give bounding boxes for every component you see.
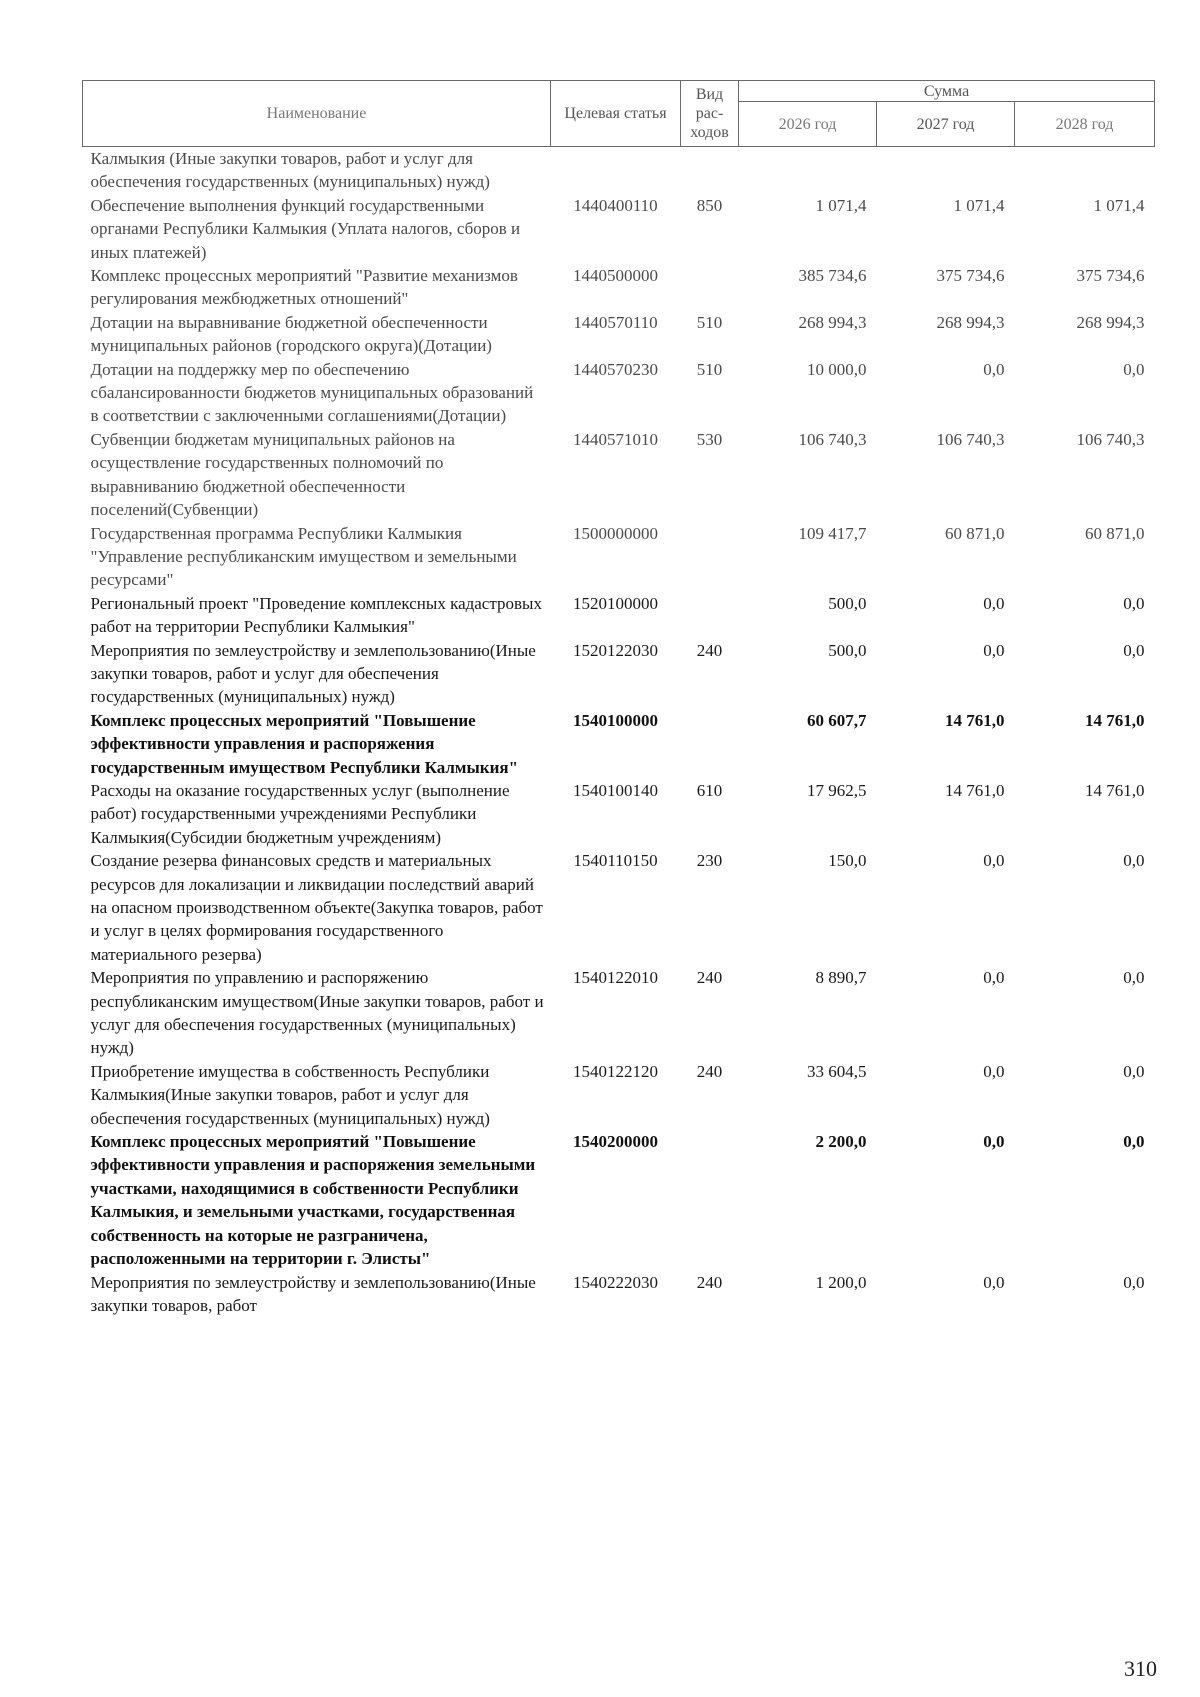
row-sum-2027: 0,0 <box>983 968 1005 988</box>
row-sum-2028: 0,0 <box>1123 851 1145 871</box>
table-row <box>83 849 1155 966</box>
table-row <box>83 1271 1155 1318</box>
row-expense-type <box>681 709 739 779</box>
header-sum: Сумма <box>739 81 1155 102</box>
table-row <box>83 1060 1155 1130</box>
table-row <box>83 639 1155 709</box>
row-sum-2028: 375 734,6 <box>1076 266 1145 286</box>
row-sum-2027: 0,0 <box>983 593 1005 613</box>
row-sum-2027: 0,0 <box>983 1272 1005 1292</box>
row-code <box>551 147 681 194</box>
table-row <box>83 966 1155 1060</box>
row-name: Дотации на выравнивание бюджетной обеспеченности муниципальных районов (городского округа)(Дотации) <box>90 312 492 356</box>
table-row <box>83 522 1155 592</box>
row-code: 1540122120 <box>573 1061 658 1081</box>
row-name: Комплекс процессных мероприятий "Развитие механизмов регулирования межбюджетных отношений" <box>90 266 518 309</box>
row-sum-2026: 60 607,7 <box>807 710 867 730</box>
row-name: Калмыкия (Иные закупки товаров, работ и услуг для обеспечения государственных (муниципальных) нужд) <box>90 149 490 192</box>
row-name: Государственная программа Республики Калмыкия "Управление республиканским имуществом и земельными ресурсами" <box>90 523 517 590</box>
row-code: 1540222030 <box>573 1272 658 1292</box>
row-expense-type <box>681 147 739 194</box>
row-sum-2027: 14 761,0 <box>945 710 1005 730</box>
row-code: 1440400110 <box>573 195 658 215</box>
table-row <box>83 264 1155 311</box>
row-sum-2028: 0,0 <box>1123 640 1145 660</box>
row-expense-type: 240 <box>696 968 723 988</box>
row-sum-2028: 0,0 <box>1123 1061 1145 1081</box>
row-sum-2026: 10 000,0 <box>807 359 867 379</box>
row-name: Комплекс процессных мероприятий "Повышение эффективности управления и распоряжения земельными участками, находящимися в собственности Республики Калмыкия, и земельными участками, государственная собственность на которые не разграничена, расположенными на территории г. Элисты" <box>90 1132 536 1269</box>
table-body <box>83 147 1155 1318</box>
row-sum-2027: 268 994,3 <box>936 312 1005 332</box>
row-sum-2028: 0,0 <box>1123 1272 1145 1292</box>
row-sum-2028: 106 740,3 <box>1076 429 1145 449</box>
row-code: 1540122010 <box>573 968 658 988</box>
row-name: Обеспечение выполнения функций государственными органами Республики Калмыкия (Уплата налогов, сборов и иных платежей) <box>90 195 521 262</box>
row-sum-2026: 150,0 <box>828 851 867 871</box>
row-name: Региональный проект "Проведение комплексных кадастровых работ на территории Республики Калмыкия" <box>90 593 542 637</box>
row-sum-2026: 500,0 <box>828 593 867 613</box>
row-expense-type: 240 <box>696 640 723 660</box>
row-sum-2026: 1 071,4 <box>815 195 867 215</box>
row-expense-type <box>681 264 739 311</box>
row-sum-2028 <box>1015 147 1155 194</box>
row-sum-2027: 0,0 <box>983 1061 1005 1081</box>
row-name: Субвенции бюджетам муниципальных районов на осуществление государственных полномочий по выравниванию бюджетной обеспеченности поселений(Субвенции) <box>90 429 455 520</box>
row-code: 1520100000 <box>573 593 658 613</box>
row-sum-2027: 106 740,3 <box>936 429 1005 449</box>
row-sum-2027: 0,0 <box>983 851 1005 871</box>
table-row <box>83 709 1155 779</box>
row-sum-2026: 385 734,6 <box>798 266 867 286</box>
row-name: Расходы на оказание государственных услуг (выполнение работ) государственными учреждениями Республики Калмыкия(Субсидии бюджетным учреждениям) <box>90 780 510 847</box>
page-number: 310 <box>1124 1656 1157 1681</box>
row-sum-2027: 0,0 <box>983 640 1005 660</box>
row-name: Создание резерва финансовых средств и материальных ресурсов для локализации и ликвидации последствий аварий на опасном производственном объекте(Закупка товаров, работ и услуг в целях формирования государственного материального резерва) <box>90 851 543 964</box>
row-sum-2026: 1 200,0 <box>815 1272 867 1292</box>
row-name: Комплекс процессных мероприятий "Повышение эффективности управления и распоряжения государственным имуществом Республики Калмыкия" <box>90 710 519 777</box>
table-header <box>83 81 1155 147</box>
row-sum-2028: 14 761,0 <box>1085 710 1145 730</box>
row-expense-type: 240 <box>696 1272 723 1292</box>
row-sum-2028: 0,0 <box>1123 968 1145 988</box>
header-type: Вид рас-ходов <box>681 81 739 147</box>
header-year-2: 2027 год <box>877 102 1015 147</box>
row-name: Приобретение имущества в собственность Республики Калмыкия(Иные закупки товаров, работ и услуг для обеспечения государственных (муниципальных) нужд) <box>90 1061 490 1128</box>
row-sum-2027 <box>877 147 1015 194</box>
row-name: Мероприятия по управлению и распоряжению республиканским имуществом(Иные закупки товаров, работ и услуг для обеспечения государственных (муниципальных) нужд) <box>90 968 544 1058</box>
row-expense-type: 850 <box>696 195 723 215</box>
row-expense-type: 530 <box>696 429 723 449</box>
row-expense-type: 240 <box>696 1061 723 1081</box>
row-expense-type: 230 <box>696 851 723 871</box>
row-expense-type: 510 <box>696 359 723 379</box>
row-sum-2026: 109 417,7 <box>798 523 867 543</box>
row-sum-2026 <box>739 147 877 194</box>
row-name: Мероприятия по землеустройству и землепользованию(Иные закупки товаров, работ <box>90 1272 536 1315</box>
row-sum-2028: 0,0 <box>1123 359 1145 379</box>
header-code: Целевая статья <box>551 81 681 147</box>
row-expense-type <box>681 522 739 592</box>
row-sum-2028: 268 994,3 <box>1076 312 1145 332</box>
row-expense-type: 610 <box>696 780 723 800</box>
row-expense-type <box>681 592 739 639</box>
row-code: 1540100140 <box>573 780 658 800</box>
row-code: 1440570230 <box>573 359 658 379</box>
row-code: 1540110150 <box>573 851 658 871</box>
row-sum-2027: 1 071,4 <box>953 195 1005 215</box>
row-expense-type: 510 <box>696 312 723 332</box>
row-sum-2028: 60 871,0 <box>1085 523 1145 543</box>
table-row <box>83 194 1155 264</box>
row-code: 1540200000 <box>573 1132 658 1152</box>
table-row <box>83 428 1155 522</box>
row-code: 1500000000 <box>573 523 658 543</box>
table-row <box>83 311 1155 358</box>
row-sum-2028: 1 071,4 <box>1093 195 1145 215</box>
row-sum-2027: 60 871,0 <box>945 523 1005 543</box>
row-sum-2026: 2 200,0 <box>815 1132 867 1152</box>
row-sum-2026: 500,0 <box>828 640 867 660</box>
row-sum-2027: 0,0 <box>983 359 1005 379</box>
table-row <box>83 592 1155 639</box>
row-sum-2027: 375 734,6 <box>936 266 1005 286</box>
table-row <box>83 358 1155 428</box>
header-year-1: 2026 год <box>739 102 877 147</box>
row-sum-2028: 0,0 <box>1123 1132 1145 1152</box>
row-name: Дотации на поддержку мер по обеспечению сбалансированности бюджетов муниципальных образований в соответствии с заключенными соглашениями(Дотации) <box>90 359 534 426</box>
row-sum-2026: 268 994,3 <box>798 312 867 332</box>
row-code: 1440571010 <box>573 429 658 449</box>
row-code: 1520122030 <box>573 640 658 660</box>
row-code: 1540100000 <box>573 710 658 730</box>
header-year-3: 2028 год <box>1015 102 1155 147</box>
row-sum-2026: 8 890,7 <box>815 968 867 988</box>
row-sum-2026: 106 740,3 <box>798 429 867 449</box>
budget-table <box>82 80 1155 1317</box>
row-code: 1440570110 <box>573 312 658 332</box>
row-sum-2027: 14 761,0 <box>945 780 1005 800</box>
row-sum-2026: 33 604,5 <box>807 1061 867 1081</box>
row-sum-2026: 17 962,5 <box>807 780 867 800</box>
row-sum-2028: 0,0 <box>1123 593 1145 613</box>
header-name: Наименование <box>83 81 551 147</box>
row-expense-type <box>681 1130 739 1270</box>
table-row <box>83 779 1155 849</box>
row-name: Мероприятия по землеустройству и землепользованию(Иные закупки товаров, работ и услуг для обеспечения государственных (муниципальных) нужд) <box>90 640 536 707</box>
table-row <box>83 147 1155 194</box>
table-row <box>83 1130 1155 1270</box>
row-code: 1440500000 <box>573 266 658 286</box>
row-sum-2027: 0,0 <box>983 1132 1005 1152</box>
row-sum-2028: 14 761,0 <box>1085 780 1145 800</box>
